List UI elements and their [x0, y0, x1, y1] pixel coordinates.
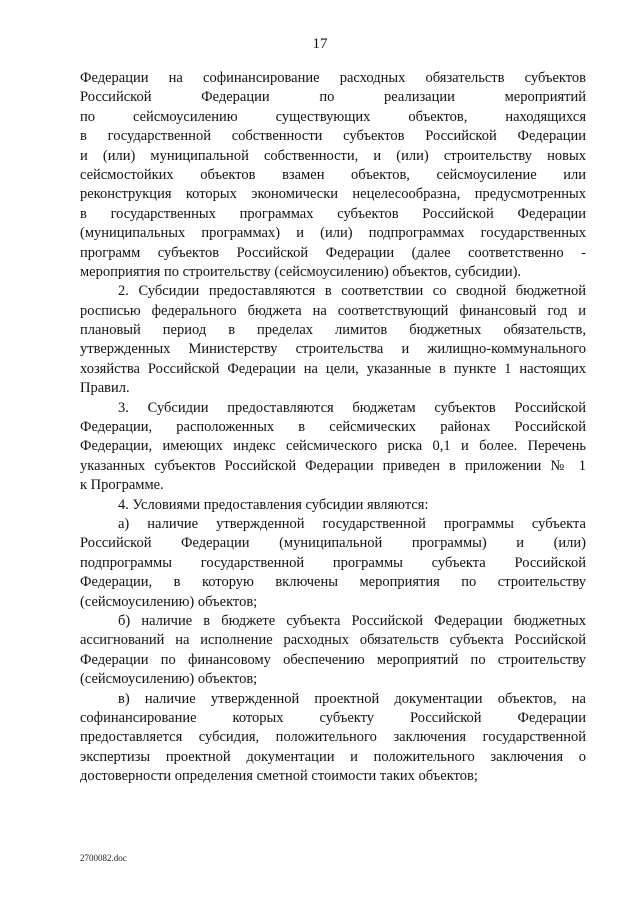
text-line: реконструкция которых экономически нецелесообразна, предусмотренных — [80, 186, 586, 203]
text-line: Федерации по финансовому обеспечению мероприятий по строительству — [80, 651, 586, 668]
text-line: утвержденных Министерству строительства и жилищно-коммунального — [80, 341, 586, 358]
text-line: Федерации, имеющих индекс сейсмического риска 0,1 и более. Перечень — [80, 438, 586, 455]
text-line: 4. Условиями предоставления субсидии являются: — [118, 496, 429, 513]
text-line: достоверности определения сметной стоимости таких объектов; — [80, 768, 478, 785]
text-line: подпрограммы государственной программы субъекта Российской — [80, 554, 586, 571]
text-line: плановый период в пределах лимитов бюджетных обязательств, — [80, 322, 586, 339]
text-line: росписью федерального бюджета на соответствующий финансовый год и — [80, 302, 586, 319]
text-line: сейсмостойких объектов взамен объектов, сейсмоусиление или — [80, 166, 586, 183]
text-line: Правил. — [80, 380, 130, 397]
text-line: к Программе. — [80, 477, 164, 494]
text-line: предоставляется субсидия, положительного заключения государственной — [80, 729, 586, 746]
text-line: и (или) муниципальной собственности, и (или) строительству новых — [80, 147, 586, 164]
text-line: по сейсмоусилению существующих объектов, находящихся — [80, 108, 586, 125]
text-line: программ субъектов Российской Федерации (далее соответственно - — [80, 244, 586, 261]
text-line: хозяйства Российской Федерации на цели, указанные в пункте 1 настоящих — [80, 360, 586, 377]
text-line: 2. Субсидии предоставляются в соответствии со сводной бюджетной — [118, 283, 586, 300]
text-line: в государственных программах субъектов Российской Федерации — [80, 205, 586, 222]
text-line: б) наличие в бюджете субъекта Российской Федерации бюджетных — [118, 612, 586, 629]
document-body — [80, 69, 586, 786]
text-line: а) наличие утвержденной государственной программы субъекта — [118, 515, 586, 532]
text-line: Российской Федерации по реализации мероприятий — [80, 89, 586, 106]
text-line: Федерации на софинансирование расходных обязательств субъектов — [80, 70, 586, 86]
text-line: Федерации, в которую включены мероприятия по строительству — [80, 574, 586, 591]
text-line: Российской Федерации (муниципальной программы) и (или) — [80, 535, 586, 552]
text-line: софинансирование которых субъекту Российской Федерации — [80, 709, 586, 726]
text-line: 3. Субсидии предоставляются бюджетам субъектов Российской — [118, 399, 586, 416]
text-line: (муниципальных программах) и (или) подпрограммах государственных — [80, 225, 586, 242]
text-line: (сейсмоусилению) объектов; — [80, 671, 258, 688]
text-line: ассигнований на исполнение расходных обязательств субъекта Российской — [80, 632, 586, 649]
text-line: мероприятия по строительству (сейсмоусилению) объектов, субсидии). — [80, 263, 522, 280]
text-line: в государственной собственности субъектов Российской Федерации — [80, 128, 586, 145]
page-number: 17 — [312, 36, 328, 52]
footer-file-name: 2700082.doc — [80, 853, 127, 863]
text-line: указанных субъектов Российской Федерации приведен в приложении № 1 — [80, 457, 586, 474]
text-line: Федерации, расположенных в сейсмических районах Российской — [80, 419, 586, 436]
text-line: (сейсмоусилению) объектов; — [80, 593, 258, 610]
text-line: экспертизы проектной документации и положительного заключения о — [80, 748, 586, 765]
text-line: в) наличие утвержденной проектной документации объектов, на — [118, 690, 586, 707]
